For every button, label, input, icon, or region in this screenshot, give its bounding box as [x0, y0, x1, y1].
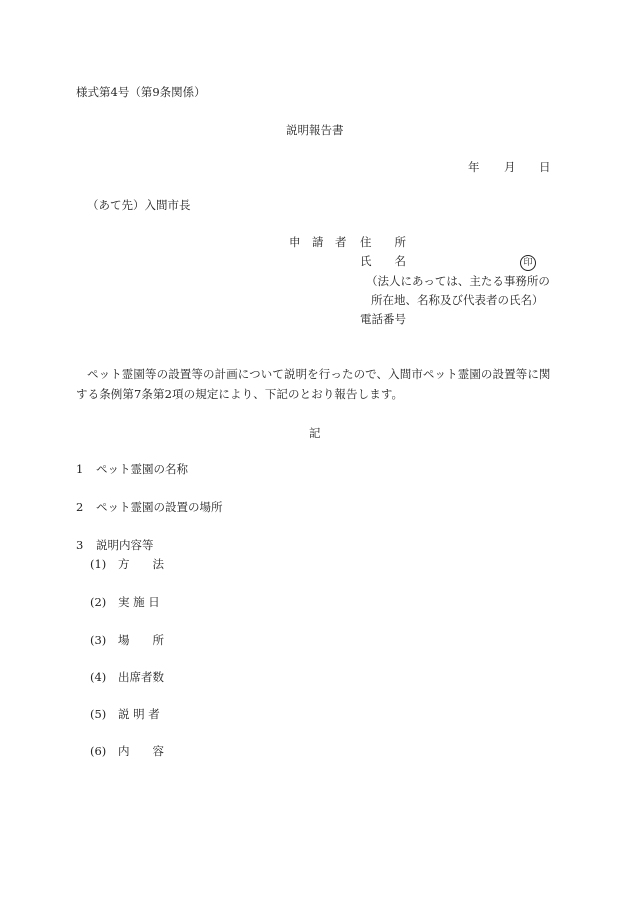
- sub-item-5-label: 説 明 者: [118, 707, 160, 721]
- date-day: 日: [539, 160, 551, 174]
- ki-heading: 記: [309, 426, 321, 440]
- body-paragraph: ペット霊園等の設置等の計画について説明を行ったので、入間市ペット霊園の設置等に関する条例第7条第2項の規定により、下記のとおり報告します。: [76, 367, 551, 401]
- corp-note-line1: （法人にあっては、主たる事務所の: [366, 274, 550, 288]
- date-year: 年: [468, 160, 480, 174]
- sub-item-5-number: (5): [90, 707, 107, 721]
- addressee: （あて先）入間市長: [87, 198, 191, 212]
- date-month: 月: [504, 160, 516, 174]
- sub-item-6-number: (6): [90, 744, 107, 758]
- sub-item-4-label: 出席者数: [118, 670, 164, 684]
- item-2-label: ペット霊園の設置の場所: [96, 500, 223, 514]
- sub-item-6-label: 内 容: [118, 744, 164, 758]
- applicant-address-label: 住 所: [360, 235, 406, 249]
- form-number: 様式第4号（第9条関係）: [76, 85, 206, 99]
- sub-item-1-label: 方 法: [118, 557, 164, 571]
- item-1-label: ペット霊園の名称: [96, 462, 188, 476]
- sub-item-4-number: (4): [90, 670, 107, 684]
- document-title: 説明報告書: [286, 123, 344, 137]
- applicant-name-label: 氏 名: [360, 254, 406, 268]
- item-3-number: 3: [76, 538, 84, 552]
- corp-note-line2: 所在地、名称及び代表者の氏名）: [371, 293, 544, 307]
- applicant-phone-label: 電話番号: [360, 312, 406, 326]
- item-2-number: 2: [76, 500, 84, 514]
- sub-item-2-number: (2): [90, 595, 107, 609]
- sub-item-3-label: 場 所: [118, 633, 164, 647]
- item-1-number: 1: [76, 462, 84, 476]
- item-3-label: 説明内容等: [96, 538, 154, 552]
- sub-item-2-label: 実 施 日: [118, 595, 160, 609]
- sub-item-3-number: (3): [90, 633, 107, 647]
- seal-mark: 印: [520, 255, 536, 271]
- sub-item-1-number: (1): [90, 557, 107, 571]
- applicant-role-label: 申 請 者: [289, 235, 347, 249]
